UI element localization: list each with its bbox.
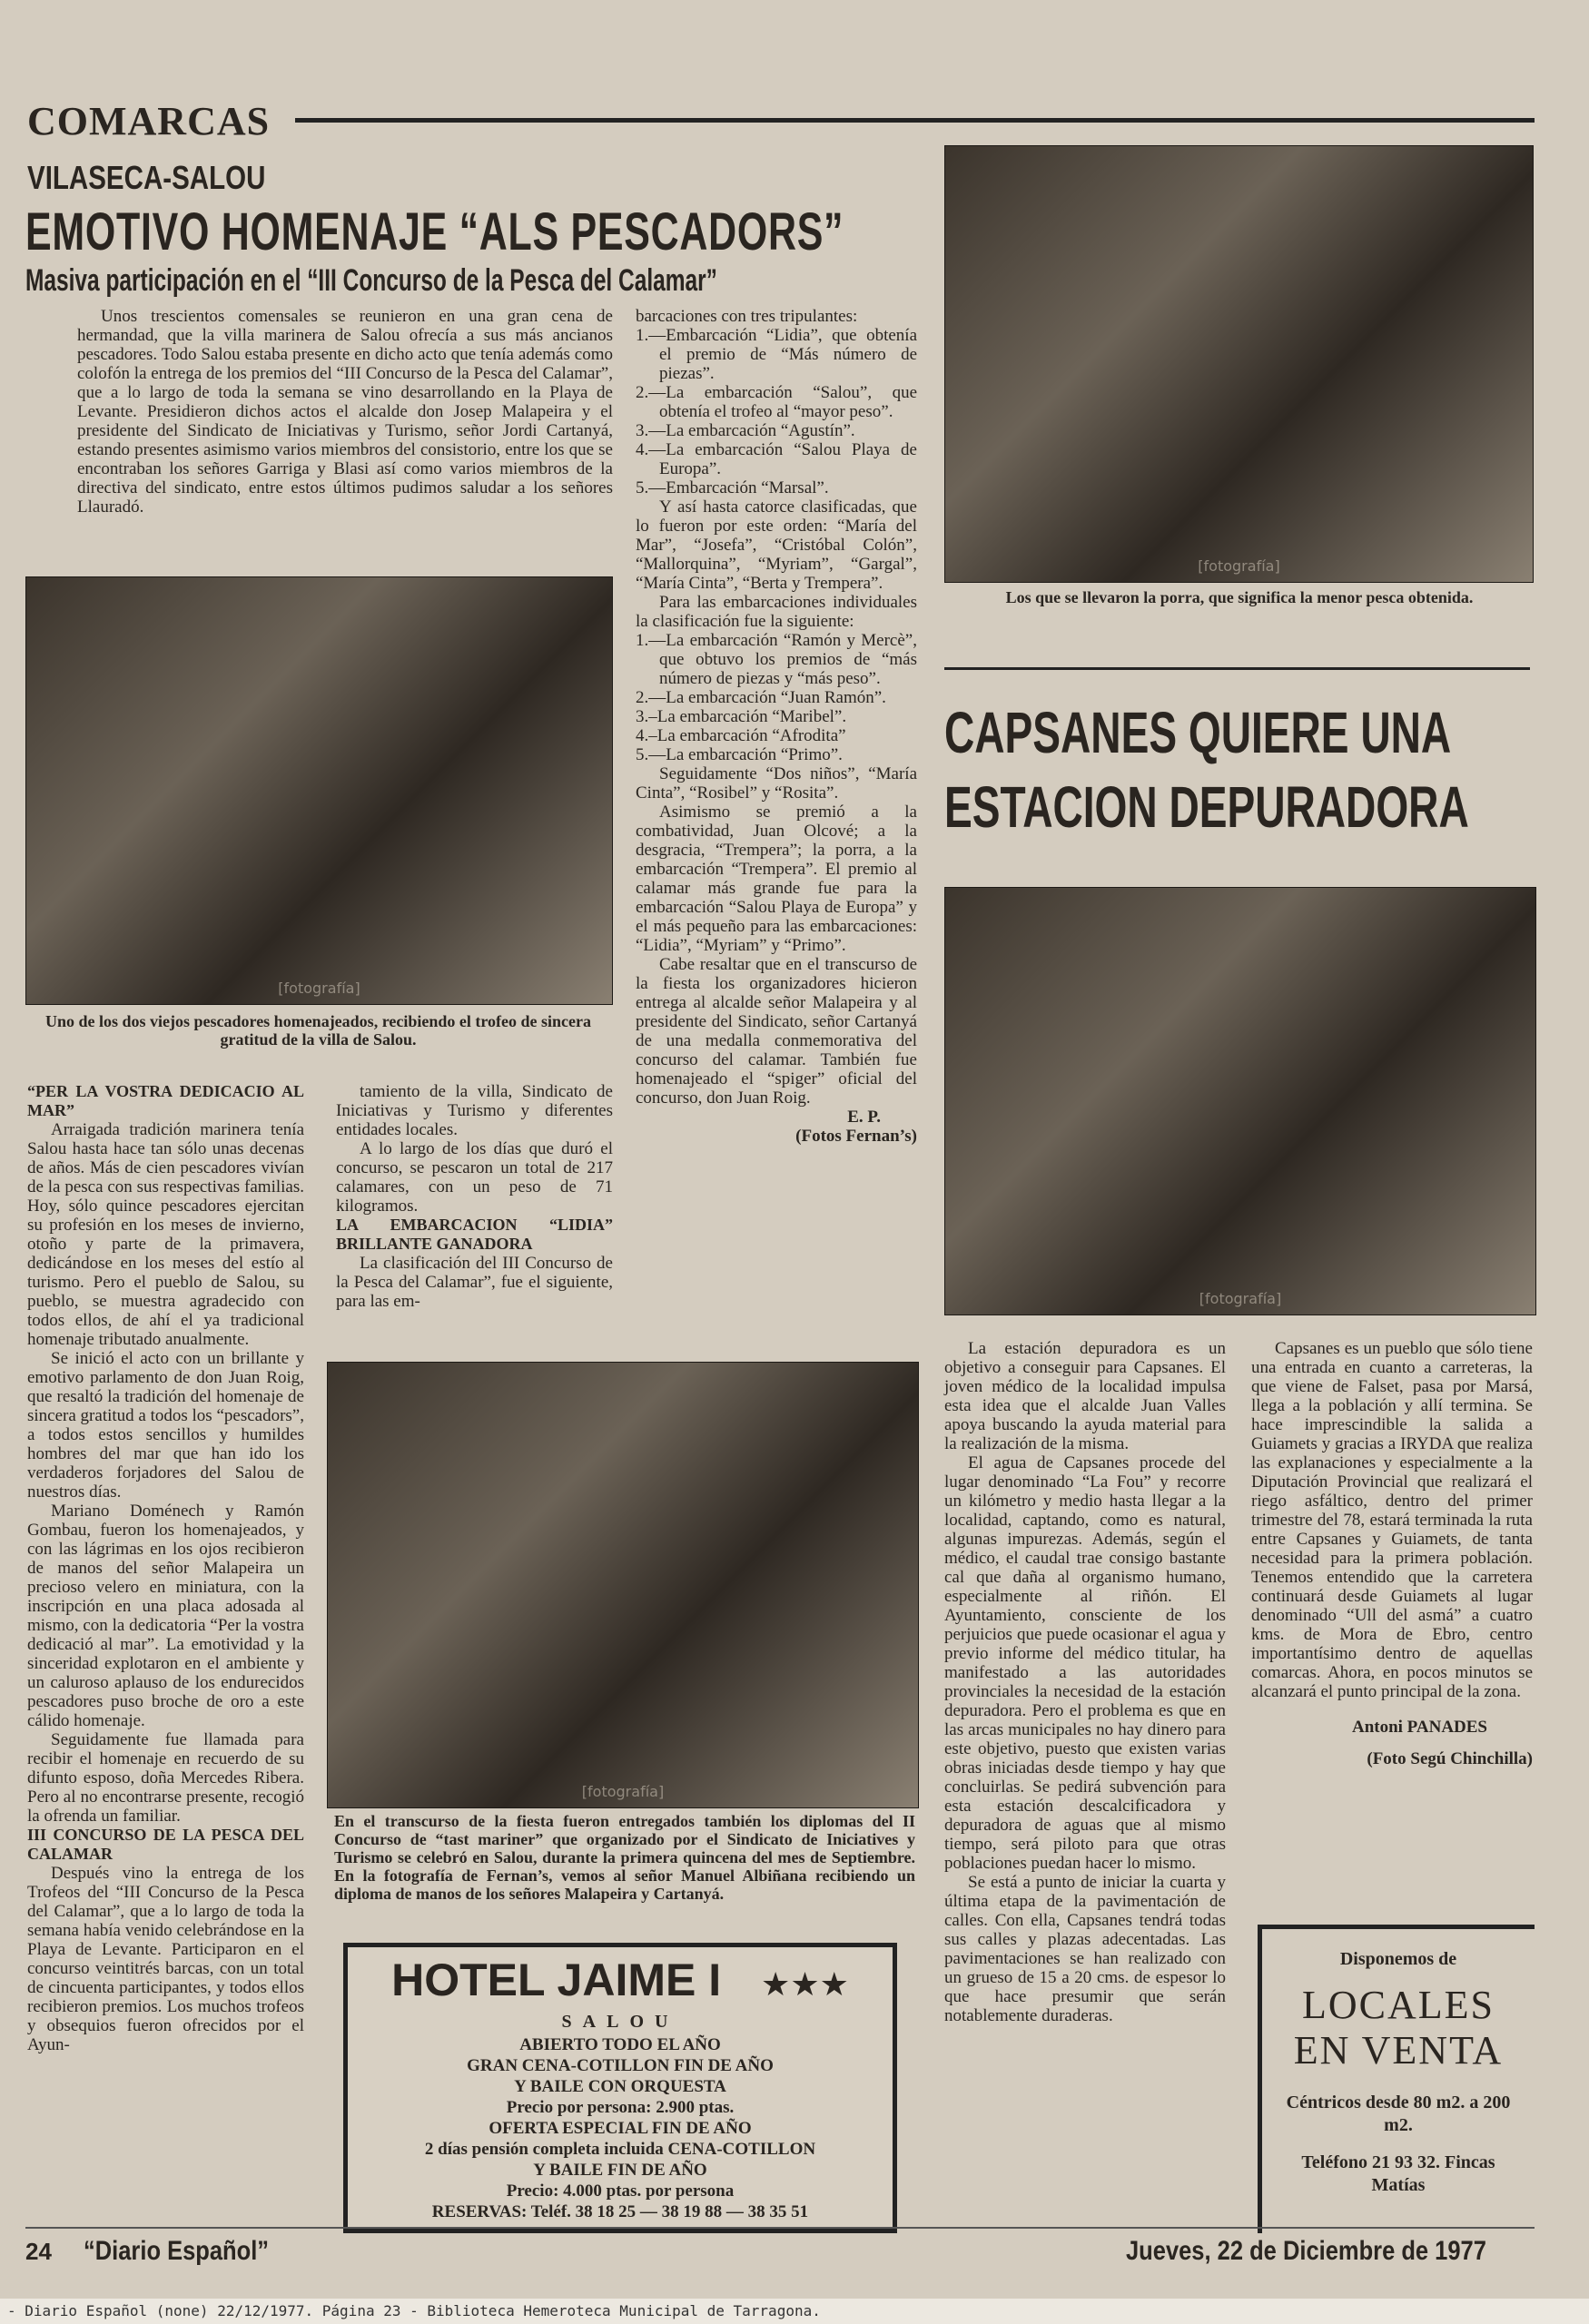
author: Antoni PANADES: [1351, 1718, 1487, 1737]
article2-headline-1: CAPSANES QUIERE UNA: [944, 700, 1452, 765]
photo2-caption: En el transcurso de la fiesta fueron entregados también los diplomas del II Concurso de “tast mariner” que organizado por el Sindicato de Iniciatives y Turismo se celebró en Salou, durante la primera quincena del mes de Septiembre. En la fotografía de Fernan’s, vemos al señor Manuel Albiñana recibiendo un diploma de manos de los señores Malapeira y Cartanyá.: [334, 1812, 915, 1903]
article2-column-2: Capsanes es un pueblo que sólo tiene una entrada en cuanto a carreteras, la que viene de Falset, pasa por Marsá, llega a la población y allí termina. Se hace imprescindible la salida a Guiamets y gracias a IRYDA que realiza las explanaciones y especialmente a la Diputación Provincial que realizará el riego asfáltico, dentro del primer trimestre del 78, estará terminada la ruta entre Capsanes y Guiamets, de tanta necesidad para la primera población. Tenemos entendido que la carretera continuará desde Guiamets al lugar denominado “Ull del asmá” a cuatro kms. de Mora de Ebro, centro importantísimo dentro de aquellas comarcas. Ahora, en pocos minutos se alcanzará el punto principal de la zona. Antoni PANADES (Foto Segú Chinchilla): [1251, 1339, 1533, 1768]
stars-icon: ★★★: [761, 1965, 849, 2003]
footer-paper-name: “Diario Español”: [84, 2236, 270, 2266]
intro-text: Unos trescientos comensales se reunieron en una gran cena de hermandad, que la villa marinera de Salou ofrecía a sus más ancianos pescadores. Todo Salou estaba presente en dicho acto que tenía además como colofón la entrega de los premios del “III Concurso de la Pesca del Calamar”, que a lo largo de toda la semana se vino desarrollando en la Playa de Levante. Presidieron dichos actos el alcalde don Josep Malapeira y el presidente del Sindicato de Iniciativas y Turismo, señor Jordi Cartanyá, estando presentes asimismo varios miembros del consistorio, entre los que se encontraban los señores Garriga y Blasi así como varios miembros de la directiva del sindicato, entre estos últimos pudimos saludar a los señores Llauradó.: [77, 307, 613, 517]
photo-old-fishermen: [fotografía]: [25, 576, 613, 1005]
hotel-ad: HOTEL JAIME I ★★★ SALOU ABIERTO TODO EL AÑO GRAN CENA-COTILLON FIN DE AÑO Y BAILE CON ORQUESTA Precio por persona: 2.900 ptas. OFERTA ESPECIAL FIN DE AÑO 2 días pensión completa incluida CENA-COTILLON Y BAILE FIN DE AÑO Precio: 4.000 ptas. por persona RESERVAS: Teléf. 38 18 25 — 38 19 88 — 38 35 51: [343, 1943, 897, 2233]
footer-rule: [25, 2227, 1535, 2229]
footer-date: Jueves, 22 de Diciembre de 1977: [1126, 2236, 1486, 2266]
column-2: tamiento de la villa, Sindicato de Iniciativas y Turismo y diferentes entidades locales. A lo largo de los días que duró el concurso, se pescaron un total de 217 calamares, con un peso de 71 kilogramos. LA EMBARCACION “LIDIA” BRILLANTE GANADORA La clasificación del III Concurso de la Pesca del Calamar”, fue el siguiente, para las em-: [336, 1082, 613, 1311]
photo-capsanes-square: [fotografía]: [944, 887, 1536, 1315]
column-1: “PER LA VOSTRA DEDICACIO AL MAR” Arraigada tradición marinera tenía Salou hasta hace tan sólo unas decenas de años. Más de cien pescadores vivían de la pesca con sus respectivas familias. Hoy, sólo quince pescadores ejercitan su profesión en los meses de invierno, otoño y parte de la primavera, dedicándose en los meses del estío al turismo. Pero el pueblo de Salou, su pueblo, se muestra agradecido con todos ellos, de ahí el ya tradicional homenaje tributado anualmente. Se inició el acto con un brillante y emotivo parlamento de don Juan Roig, que resaltó la tradición del homenaje de sincera gratitud a todos los “pescadors”, a todos estos sencillos y humildes hombres del mar que han ido los verdaderos forjadores del Salou de nuestros días. Mariano Doménech y Ramón Gombau, fueron los homenajeados, y con las lágrimas en los ojos recibieron de manos del señor Malapeira un precioso velero en miniatura, con la inscripción en una placa adosada al mismo, con la dedicatoria “Per la vostra dedicació al mar”. La emotividad y la sinceridad explotaron en el ambiente y un caluroso aplauso de los endurecidos pescadores puso broche de oro a este cálido homenaje. Seguidamente fue llamada para recibir el homenaje en recuerdo de su difunto esposo, doña Mercedes Ribera. Pero al no encontrarse presente, recogió la ofrenda un familiar. III CONCURSO DE LA PESCA DEL CALAMAR Después vino la entrega de los Trofeos del “III Concurso de la Pesca del Calamar”, que a lo largo de toda la semana había venido celebrándose en la Playa de Levante. Participaron en el concurso veintitrés barcas, con un total de cincuenta participantes, y todos ellos recibieron premios. Los muchos trofeos y obsequios fueron ofrecidos por el Ayun-: [27, 1082, 304, 2054]
headline: EMOTIVO HOMENAJE “ALS PESCADORS”: [25, 202, 844, 261]
photo3-caption: Los que se llevaron la porra, que significa la menor pesca obtenida.: [1005, 588, 1474, 606]
kicker: VILASECA-SALOU: [27, 159, 266, 196]
deck: Masiva participación en el “III Concurso de la Pesca del Calamar”: [25, 263, 717, 298]
photo-credit: (Fotos Fernan’s): [795, 1127, 917, 1146]
photo-credit-2: (Foto Segú Chinchilla): [1367, 1749, 1533, 1768]
hotel-city: SALOU: [561, 2012, 679, 2032]
source-line: - Diario Español (none) 22/12/1977. Página 23 - Biblioteca Hemeroteca Municipal de Tarragona.: [0, 2299, 1589, 2324]
signature: E. P.: [847, 1108, 881, 1127]
article2-headline-2: ESTACION DEPURADORA: [944, 774, 1469, 840]
results-column: barcaciones con tres tripulantes: 1.—Embarcación “Lidia”, que obtenía el premio de “Más número de piezas”. 2.—La embarcación “Salou”, que obtenía el trofeo al “mayor peso”. 3.—La embarcación “Agustín”. 4.—La embarcación “Salou Playa de Europa”. 5.—Embarcación “Marsal”. Y así hasta catorce clasificadas, que lo fueron por este orden: “María del Mar”, “Josefa”, “Cristóbal Colón”, “Mallorquina”, “Myriam”, “Gargal”, “María Cinta”, “Berta y Trempera”. Para las embarcaciones individuales la clasificación fue la siguiente: 1.—La embarcación “Ramón y Mercè”, que obtuvo los premios de “más número de piezas y “más peso”. 2.—La embarcación “Juan Ramón”. 3.–La embarcación “Maribel”. 4.–La embarcación “Afrodita” 5.—La embarcación “Primo”. Seguidamente “Dos niños”, “María Cinta”, “Rosibel” y “Rosita”. Asimismo se premió a la combatividad, Juan Olcové; a la desgracia, “Trempera”; la porra, a la embarcación “Trempera”. El premio al calamar más grande fue para la embarcación “Salou Playa de Europa” y el más pequeño para las embarcaciones: “Lidia”, “Myriam” y “Primo”. Cabe resaltar que en el transcurso de la fiesta los organizadores hicieron entrega al alcalde señor Malapeira y al presidente del Sindicato, señor Cartanyá de una medalla conmemorativa del concurso del calamar. También fue homenajeado el “spiger” oficial del concurso, don Juan Roig. E. P. (Fotos Fernan’s): [636, 307, 917, 1146]
footer-page-number: 24: [25, 2238, 52, 2265]
section-rule: [295, 118, 1535, 123]
article2-column-1: La estación depuradora es un objetivo a conseguir para Capsanes. El joven médico de la localidad impulsa esta idea que el alcalde Juan Valles apoya buscando la ayuda material para la realización de la misma. El agua de Capsanes procede del lugar denominado “La Fou” y recorre un kilómetro y medio hasta llegar a la localidad, captando, como es natural, algunas impurezas. Además, según el médico, el caudal trae consigo bastante cal que daña al organismo humano, especialmente al riñón. El Ayuntamiento, consciente de los perjuicios que puede ocasionar el agua y previo informe del médico titular, ha manifestado a las autoridades provinciales la necesidad de la estación depuradora. Pero el problema es que en las arcas municipales no hay dinero para este objetivo, puesto que existen varias obras iniciadas desde tiempo y hay que concluirlas. Se pedirá subvención para esta estación descalcificadora y depuradora de aguas que al mismo tiempo, será piloto para que otras poblaciones puedan hacer lo mismo. Se está a punto de iniciar la cuarta y última etapa de la pavimentación de calles. Con ella, Capsanes tendrá todas sus calles y plazas adecentadas. Las pavimentaciones se han realizado con un grueso de 15 a 20 cms. de espesor lo que hace presumir que serán notablemente duraderas.: [944, 1339, 1226, 2025]
section-title: COMARCAS: [27, 99, 271, 143]
locales-ad: Disponemos de LOCALES EN VENTA Céntricos desde 80 m2. a 200 m2. Teléfono 21 93 32. Fincas Matías: [1258, 1925, 1535, 2233]
photo-diploma: [fotografía]: [327, 1362, 919, 1808]
photo1-caption: Uno de los dos viejos pescadores homenajeados, recibiendo el trofeo de sincera gratitud de la villa de Salou.: [45, 1012, 591, 1049]
article2-rule: [944, 667, 1530, 670]
hotel-name: HOTEL JAIME I: [391, 1955, 722, 2005]
photo-porra-winners: [fotografía]: [944, 145, 1534, 583]
